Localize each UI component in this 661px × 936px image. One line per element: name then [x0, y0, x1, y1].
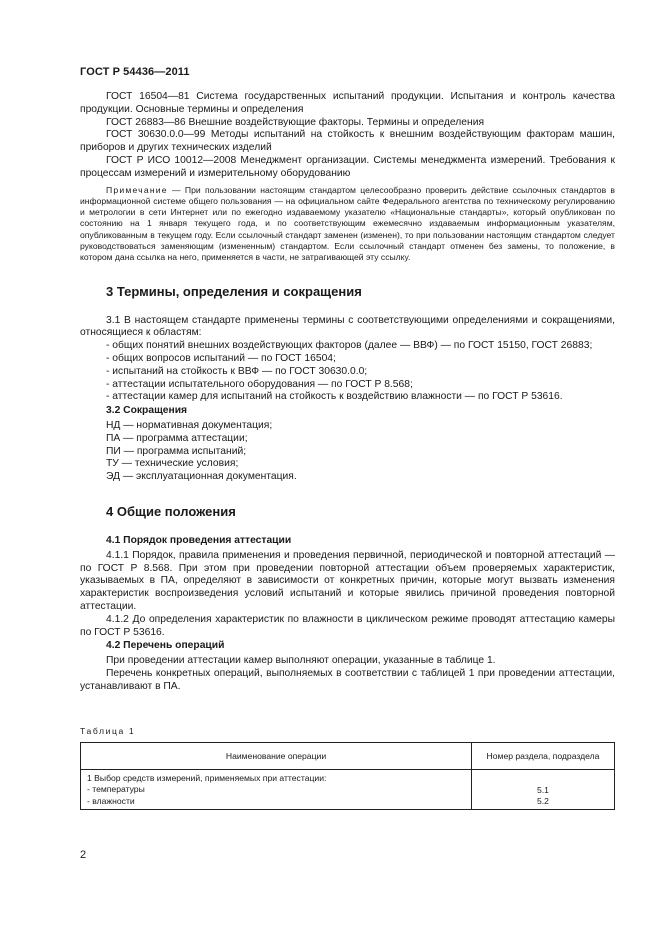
table-header-row [81, 742, 615, 769]
section-number-cell [472, 769, 615, 810]
subsection-4-2-title: 4.2 Перечень операций [106, 640, 225, 652]
abbreviation-item: ЭД — эксплуатационная документация. [106, 471, 297, 483]
list-item: - аттестации испытательного оборудования — по ГОСТ Р 8.568; [106, 378, 413, 390]
paragraph-4-1-1: 4.1.1 Порядок, правила применения и проведения первичной, периодической и повторной аттестаций — по ГОСТ Р 8.568. При этом при проведении повторной аттестации объем проверяемых характеристик, указываемых в ПА, определяют в зависимости от конкретных причин, которые могут вызвать изменения характеристик воспроизведения условий испытаний и которые явились причиной проведения повторной аттестации. [80, 549, 615, 612]
note-text: — При пользовании настоящим стандартом целесообразно проверить действие ссылочных стандартов в информационной системе общего пользования — на официальном сайте Федерального агентства по техническому регулированию и метрологии в сети Интернет или по ежегодно издаваемому указателю «Национальные стандарты», который опубликован по состоянию на 1 января текущего года, и по соответствующим ежемесячно издаваемым информационным указателям, опубликованным в текущем году. Если ссылочный стандарт заменен (изменен), то при пользовании настоящим стандартом следует руководствоваться заменяющим (измененным) стандартом. Если ссылочный стандарт отменен без замены, то положение, в котором дана ссылка на него, применяется в части, не затрагивающей эту ссылку. [80, 184, 615, 263]
table-row [81, 769, 615, 810]
subsection-4-1-title: 4.1 Порядок проведения аттестации [106, 535, 292, 547]
table-caption: Таблица 1 [80, 725, 136, 736]
operations-table [80, 742, 615, 811]
section-number: 5.1 [537, 784, 549, 795]
reference-note [80, 185, 615, 264]
document-header: ГОСТ Р 54436—2011 [80, 66, 190, 78]
operation-subitem: - температуры [87, 784, 145, 795]
subsection-3-2-title: 3.2 Сокращения [106, 405, 188, 417]
abbreviation-item: ТУ — технические условия; [106, 458, 239, 470]
page-number: 2 [80, 849, 87, 861]
reference-item: ГОСТ Р ИСО 10012—2008 Менеджмент организации. Системы менеджмента измерений. Требования к процессам измерений и измерительному оборудованию [80, 154, 615, 179]
paragraph-4-2-b: Перечень конкретных операций, выполняемых в соответствии с таблицей 1 при проведении аттестации, устанавливают в ПА. [80, 667, 615, 692]
abbreviation-item: НД — нормативная документация; [106, 420, 273, 432]
paragraph-4-2-a: При проведении аттестации камер выполняют операции, указанные в таблице 1. [106, 655, 496, 667]
paragraph-4-1-2: 4.1.2 До определения характеристик по влажности в циклическом режиме проводят аттестацию камеры по ГОСТ Р 53616. [80, 613, 615, 638]
abbreviation-item: ПИ — программа испытаний; [106, 445, 247, 457]
operation-title: 1 Выбор средств измерений, применяемых при аттестации: [87, 772, 327, 783]
column-header-section: Номер раздела, подраздела [472, 742, 615, 769]
page-content [80, 91, 615, 810]
list-item: - общих понятий внешних воздействующих факторов (далее — ВВФ) — по ГОСТ 15150, ГОСТ 26883; [106, 340, 593, 352]
section-3-title: 3 Термины, определения и сокращения [106, 283, 362, 299]
list-item: - испытаний на стойкость к ВВФ — по ГОСТ 30630.0.0; [106, 365, 368, 377]
column-header-operation: Наименование операции [81, 742, 472, 769]
list-item: - аттестации камер для испытаний на стойкость к воздействию влажности — по ГОСТ Р 53616. [106, 391, 563, 403]
list-item: - общих вопросов испытаний — по ГОСТ 16504; [106, 353, 336, 365]
operation-subitem: - влажности [87, 795, 135, 806]
section-4-title: 4 Общие положения [106, 504, 236, 520]
operation-cell [81, 769, 472, 810]
reference-item: ГОСТ 26883—86 Внешние воздействующие факторы. Термины и определения [106, 116, 485, 128]
paragraph-3-1: 3.1 В настоящем стандарте применены термины с соответствующими определениями и сокращениями, относящиеся к областям: [80, 314, 615, 339]
reference-item: ГОСТ 30630.0.0—99 Методы испытаний на стойкость к внешним воздействующим факторам машин, приборов и других технических изделий [80, 129, 615, 154]
reference-item: ГОСТ 16504—81 Система государственных испытаний продукции. Испытания и контроль качества продукции. Основные термины и определения [80, 91, 615, 115]
note-label: Примечание [106, 184, 168, 195]
section-number: 5.2 [537, 796, 549, 807]
abbreviation-item: ПА — программа аттестации; [106, 432, 248, 444]
